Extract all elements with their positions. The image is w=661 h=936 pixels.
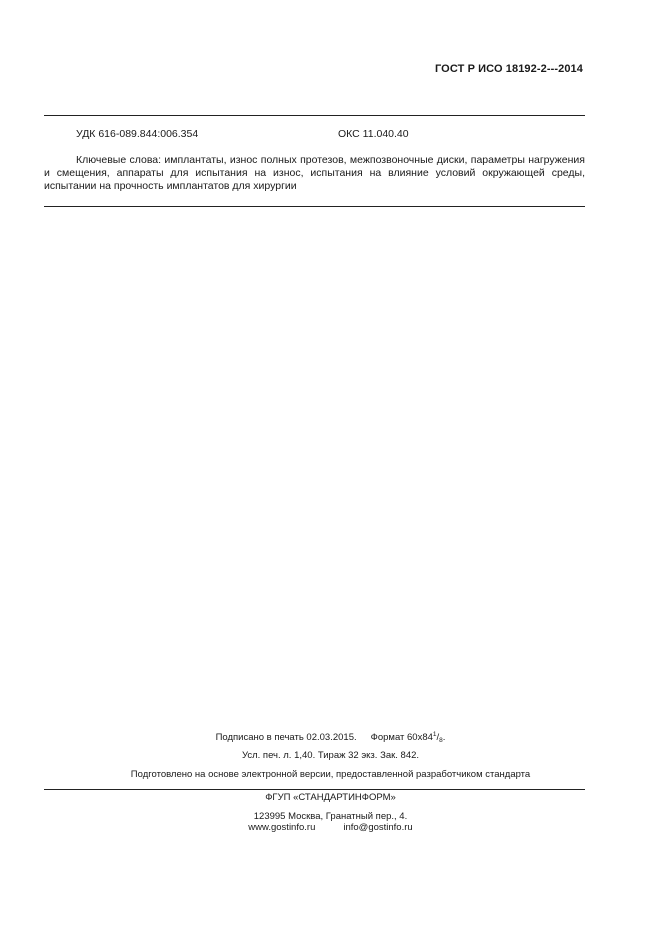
publisher-address: 123995 Москва, Гранатный пер., 4. xyxy=(253,811,408,822)
keywords-paragraph: Ключевые слова: имплантаты, износ полных протезов, межпозвоночные диски, параметры нагружения и смещения, аппараты для испытания на износ, испытания на влияние условий окружающей среды, испытании на прочность имплантатов для хирургии xyxy=(44,154,585,192)
keywords-divider xyxy=(44,206,585,207)
imprint-circulation: Тираж 32 экз. xyxy=(317,750,378,761)
format-slash: / xyxy=(436,732,440,743)
imprint-prepared-note: Подготовлено на основе электронной версии, предоставленной разработчиком стандарта xyxy=(130,769,531,780)
udk-code: УДК 616-089.844:006.354 xyxy=(76,128,199,140)
document-code: ГОСТ Р ИСО 18192-2---2014 xyxy=(434,63,583,75)
imprint-format xyxy=(371,732,446,743)
imprint-print-sheets: Усл. печ. л. 1,40. xyxy=(241,750,316,761)
publisher-contacts xyxy=(0,822,661,833)
imprint-print-details xyxy=(0,750,661,761)
format-label: Формат 60х84 xyxy=(370,732,433,743)
oks-code: ОКС 11.040.40 xyxy=(338,128,409,140)
publisher-name: ФГУП «СТАНДАРТИНФОРМ» xyxy=(265,792,396,803)
imprint-order: Зак. 842. xyxy=(380,750,420,761)
publisher-website[interactable]: www.gostinfo.ru xyxy=(248,822,316,833)
format-sub: 8 xyxy=(439,737,443,744)
imprint-signed: Подписано в печать 02.03.2015. xyxy=(215,732,357,743)
top-divider xyxy=(44,115,585,116)
imprint-divider xyxy=(44,789,585,790)
format-end: . xyxy=(442,732,446,743)
publisher-email[interactable]: info@gostinfo.ru xyxy=(343,822,413,833)
imprint-signed-format xyxy=(0,731,661,744)
format-sup: 1 xyxy=(432,731,437,738)
